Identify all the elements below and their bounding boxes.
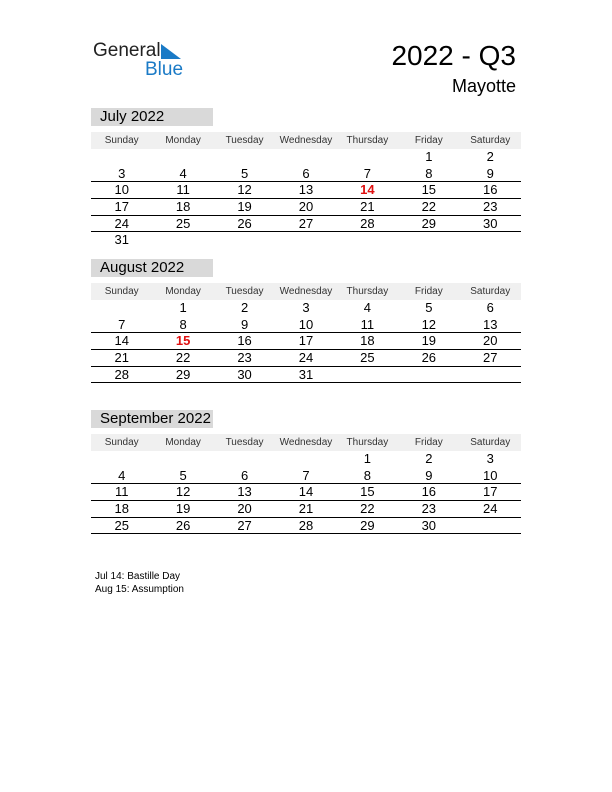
day-cell: 22 <box>175 350 191 366</box>
weekday-label: Tuesday <box>225 286 264 297</box>
day-cell: 9 <box>486 165 494 181</box>
weekday-label: Tuesday <box>225 437 264 448</box>
day-cell: 24 <box>483 501 498 517</box>
day-cell: 10 <box>483 467 498 483</box>
day-cell <box>275 232 336 249</box>
week-row <box>91 333 521 350</box>
day-cell: 16 <box>421 484 437 500</box>
weekday-label: Saturday <box>470 135 511 146</box>
week-row <box>91 300 521 317</box>
day-cell: 19 <box>421 333 437 349</box>
day-cell <box>152 451 213 468</box>
day-cell <box>214 232 275 249</box>
day-cell <box>91 149 152 166</box>
day-cell: 23 <box>483 199 498 215</box>
day-cell: 7 <box>118 316 126 332</box>
week-row <box>91 350 521 367</box>
month-calendar <box>91 108 521 249</box>
weekday-label: Wednesday <box>279 135 333 146</box>
day-cell: 5 <box>240 165 249 181</box>
weekday-label: Saturday <box>470 437 511 448</box>
day-cell <box>275 451 336 468</box>
day-cell: 21 <box>114 350 129 366</box>
week-row <box>91 317 521 334</box>
week-row <box>91 484 521 501</box>
day-cell: 7 <box>363 165 372 181</box>
week-row <box>91 199 521 216</box>
day-cell: 29 <box>421 215 437 231</box>
day-cell <box>398 232 459 249</box>
day-cell: 21 <box>298 501 314 517</box>
day-cell: 13 <box>298 182 314 198</box>
day-cell: 11 <box>114 484 129 500</box>
week-row <box>91 451 521 468</box>
day-cell <box>275 149 336 166</box>
day-cell <box>337 232 398 249</box>
day-cell: 26 <box>175 517 191 533</box>
day-cell: 13 <box>237 484 252 500</box>
week-row <box>91 182 521 199</box>
weekday-label: Friday <box>414 286 443 297</box>
month-title: August 2022 <box>91 259 213 277</box>
day-cell: 19 <box>237 199 252 215</box>
day-cell: 2 <box>240 300 249 315</box>
weekday-header <box>91 434 521 451</box>
weekday-label: Monday <box>165 286 201 297</box>
day-cell <box>214 451 275 468</box>
week-row <box>91 232 521 249</box>
day-cell: 6 <box>302 165 310 181</box>
day-cell: 9 <box>240 316 249 332</box>
day-cell: 20 <box>237 501 252 517</box>
weekday-label: Friday <box>414 437 443 448</box>
day-cell: 3 <box>302 300 310 315</box>
day-cell: 17 <box>298 333 314 349</box>
day-cell: 31 <box>298 366 314 382</box>
day-cell: 22 <box>421 199 437 215</box>
day-cell: 5 <box>179 467 187 483</box>
day-cell: 8 <box>425 165 433 181</box>
month-calendar <box>91 410 521 534</box>
day-cell: 26 <box>237 215 252 231</box>
quarter-title: 2022 - Q3 <box>391 40 516 71</box>
weekday-label: Sunday <box>104 135 139 146</box>
day-cell <box>337 367 398 383</box>
day-cell: 1 <box>425 149 433 164</box>
day-cell: 6 <box>486 300 494 315</box>
day-cell: 17 <box>114 199 129 215</box>
day-cell <box>460 367 521 383</box>
weekday-label: Saturday <box>470 286 511 297</box>
day-cell: 18 <box>175 199 191 215</box>
day-cell: 14 <box>298 484 314 500</box>
weekday-label: Sunday <box>104 286 139 297</box>
day-cell: 10 <box>114 182 129 198</box>
day-cell: 15 <box>360 484 375 500</box>
day-cell: 25 <box>175 215 191 231</box>
day-cell: 7 <box>302 467 310 483</box>
logo-text-blue: Blue <box>145 59 184 80</box>
day-cell <box>398 367 459 383</box>
holiday-note: Jul 14: Bastille Day <box>95 571 181 582</box>
day-cell: 24 <box>114 215 129 231</box>
day-cell <box>460 232 521 249</box>
month-title: July 2022 <box>91 108 213 126</box>
day-cell: 11 <box>176 182 190 198</box>
day-cell: 5 <box>425 300 433 315</box>
week-row <box>91 518 521 535</box>
day-cell <box>214 149 275 166</box>
day-cell: 30 <box>237 366 252 382</box>
day-cell: 23 <box>237 350 252 366</box>
month-title: September 2022 <box>91 410 213 428</box>
logo-text-general: General <box>93 40 161 61</box>
day-cell: 29 <box>360 517 375 533</box>
week-row <box>91 367 521 384</box>
holiday-day-cell: 14 <box>360 182 375 198</box>
weekday-label: Friday <box>414 135 443 146</box>
day-cell: 2 <box>486 149 494 164</box>
day-cell: 18 <box>360 333 375 349</box>
day-cell: 29 <box>175 366 191 382</box>
holiday-notes <box>95 570 184 596</box>
day-cell: 8 <box>179 316 187 332</box>
day-cell: 14 <box>114 333 129 349</box>
week-row <box>91 149 521 166</box>
day-cell: 28 <box>360 215 375 231</box>
day-cell <box>337 149 398 166</box>
day-cell: 24 <box>298 350 314 366</box>
day-cell: 17 <box>483 484 498 500</box>
day-cell: 21 <box>360 199 375 215</box>
day-cell: 11 <box>360 316 375 332</box>
weekday-label: Wednesday <box>279 286 333 297</box>
day-cell: 28 <box>114 366 129 382</box>
day-cell: 15 <box>421 182 437 198</box>
generalblue-logo <box>93 41 183 79</box>
day-cell: 20 <box>298 199 314 215</box>
weekday-label: Tuesday <box>225 135 264 146</box>
day-cell: 2 <box>425 451 433 466</box>
day-cell: 12 <box>237 182 252 198</box>
weekday-header <box>91 283 521 300</box>
day-cell: 9 <box>425 467 433 483</box>
week-row <box>91 216 521 233</box>
day-cell: 27 <box>298 215 314 231</box>
day-cell: 28 <box>298 517 314 533</box>
day-cell <box>91 300 152 317</box>
holiday-day-cell: 15 <box>175 333 191 349</box>
weekday-label: Monday <box>165 437 201 448</box>
week-row <box>91 166 521 183</box>
day-cell: 4 <box>118 467 126 483</box>
day-cell: 1 <box>179 300 187 315</box>
logo-triangle-icon <box>161 44 181 59</box>
weekday-label: Thursday <box>346 135 389 146</box>
weekday-header <box>91 132 521 149</box>
day-cell: 16 <box>483 182 498 198</box>
day-cell: 20 <box>483 333 498 349</box>
day-cell <box>152 232 213 249</box>
weekday-label: Wednesday <box>279 437 333 448</box>
weekday-label: Thursday <box>346 437 389 448</box>
day-cell: 4 <box>363 300 372 315</box>
day-cell: 3 <box>118 165 126 181</box>
country-name: Mayotte <box>451 76 516 96</box>
day-cell: 6 <box>240 467 249 483</box>
day-cell: 10 <box>298 316 314 332</box>
day-cell: 16 <box>237 333 252 349</box>
week-row <box>91 501 521 518</box>
day-cell: 25 <box>360 350 375 366</box>
day-cell: 22 <box>360 501 375 517</box>
weekday-label: Monday <box>165 135 201 146</box>
day-cell: 8 <box>363 467 372 483</box>
day-cell: 23 <box>421 501 437 517</box>
week-row <box>91 468 521 485</box>
day-cell <box>460 518 521 534</box>
holiday-note: Aug 15: Assumption <box>95 584 184 595</box>
day-cell: 4 <box>179 165 187 181</box>
day-cell: 27 <box>483 350 498 366</box>
day-cell: 12 <box>175 484 191 500</box>
day-cell: 31 <box>114 232 129 248</box>
month-calendar <box>91 259 521 383</box>
day-cell <box>91 451 152 468</box>
day-cell: 30 <box>483 215 498 231</box>
day-cell: 19 <box>175 501 191 517</box>
weekday-label: Sunday <box>104 437 139 448</box>
day-cell: 12 <box>421 316 437 332</box>
day-cell: 27 <box>237 517 252 533</box>
day-cell <box>152 149 213 166</box>
weekday-label: Thursday <box>346 286 389 297</box>
day-cell: 25 <box>114 517 129 533</box>
day-cell: 26 <box>421 350 437 366</box>
day-cell: 3 <box>486 451 494 466</box>
day-cell: 18 <box>114 501 129 517</box>
day-cell: 13 <box>483 316 498 332</box>
day-cell: 1 <box>363 451 372 466</box>
day-cell: 30 <box>421 517 437 533</box>
